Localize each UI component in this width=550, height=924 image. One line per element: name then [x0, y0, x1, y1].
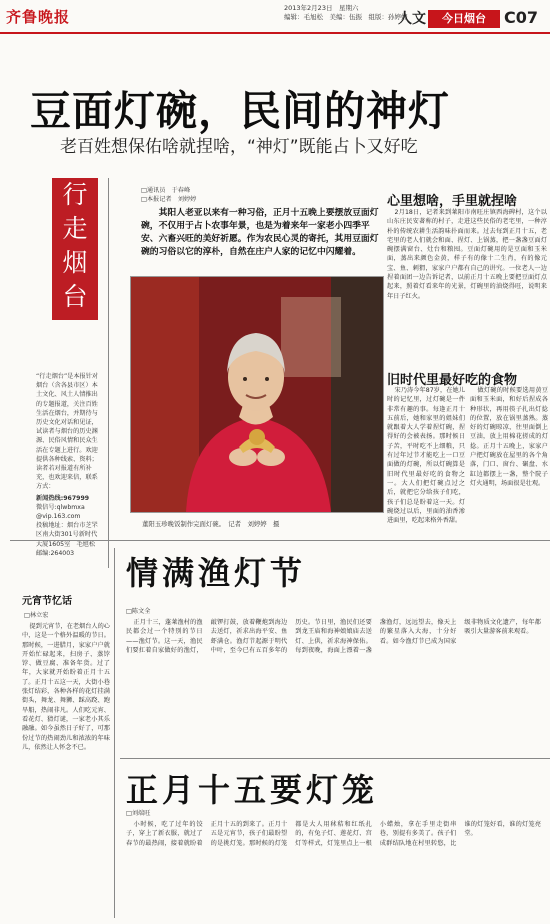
- intro-text: “行走烟台”是本报针对烟台（含各县市区）本土文化、风土人情推出的专题报道，关注百姓生活在烟台，并期待与历史文化对话和见证，试读者与烟台的历史渊源、民俗风情和民众生活在专题上进行。欢迎提供各种线索、资料；读者若对报道有所补充，也欢迎来信，联系方式：: [36, 373, 99, 491]
- photo-illustration: [131, 277, 383, 512]
- section-tag: 今日烟台: [428, 10, 500, 28]
- fishing-paragraph: 正月十三，蓬莱渔村的渔民都会过一个特别的节日——渔灯节。这一天，渔民们要扛着自家做好的渔灯，敲锣打鼓，放着鞭炮到海边去送灯，祈求出海平安、鱼虾满仓。渔灯节起源于明代中叶，至今已有五百多年的历史。节日里，渔民们还要到龙王庙和海神娘娘庙去送灯、上供，祈求海神保佑。每到夜晚，海面上漂着一盏盏渔灯，远远望去，像天上的繁星落入大海，十分好看。如今渔灯节已成为国家级非物质文化遗产，每年都吸引大量游客前来观看。: [126, 619, 541, 654]
- fishing-divider: [120, 758, 550, 759]
- masthead-rule: [0, 32, 550, 34]
- section-text-mind: [387, 208, 547, 358]
- column-title-char: 烟: [62, 248, 88, 277]
- masthead-logo: 齐鲁晚报: [6, 8, 71, 26]
- fishing-author: □陈文全: [126, 608, 151, 615]
- lanterns-author: □刘端旺: [126, 810, 151, 817]
- section-title-mind: 心里想啥，手里就捏啥: [387, 194, 518, 209]
- section-text-making: [470, 386, 548, 536]
- byline-correspondent: □通讯员 于春峰: [141, 187, 191, 194]
- left-column-author: □林立宏: [24, 612, 49, 619]
- page-number: C07: [504, 8, 539, 27]
- section-paragraph: 做灯碗的时候要选用黄豆面和玉米面，和好后捏成各种形状，再用筷子扎出灯捻的位置，放在锅里蒸熟。蒸好的灯碗晾凉，往里面倒上豆油，放上用棉花搓成的灯捻。正月十五晚上，家家户户把灯碗放在屋里的各个角落，门口、窗台、碾盘、水缸边都摆上一盏，整个院子灯火通明，场面很是壮观。: [470, 387, 548, 487]
- intro-weixin: 微信号:qlwbmxa: [36, 503, 85, 511]
- photo-caption: 董阳玉珍晚饭制作完面灯碗。 记者 刘婷婷 摄: [142, 520, 280, 528]
- fishing-headline: 情满渔灯节: [126, 554, 307, 592]
- left-column-divider: [114, 548, 115, 918]
- article-lede: 其阳人老亚以来有一种习俗，正月十五晚上要摆放豆面灯碗，不仅用于占卜农事年景，也是为着来年一家老小四季平安、六畜兴旺的美好祈愿。作为农民心灵的寄托，其用豆面灯碗的习俗以它的淳朴，自然在庄户人家的记忆中闪耀着。: [141, 208, 379, 257]
- masthead-date: 2013年2月23日 星期六: [284, 4, 359, 12]
- left-column-text: [22, 622, 110, 918]
- section-text-food: [387, 386, 465, 536]
- byline: [141, 186, 196, 204]
- section-name: 人文: [398, 11, 426, 27]
- section-paragraph: 2月18日，记者来到莱阳市南旺庄镇西海碑村，这个以山东庄民安著称的村子，走进这些民俗的老宅里，一种淳朴的传统农耕生活韵味扑面而来。过去每到正月十五，老宅里的老人们就会和面、捏灯、上锅蒸，把一盏盏豆面灯碗摆满窗台、灶台和粮囤。豆面灯碗用的是豆面和玉米面，蒸出来颜色金黄，样子有的像十二生肖，有的像元宝、鱼、刺猬，家家户户都有自己的讲究。一位老人一边捏着面团一边告诉记者，以前正月十五晚上要把豆面灯点起来，照着灯看来年的光景，灯碗里的油烧得旺，说明来年日子红火。: [387, 209, 547, 300]
- section-title-food: 旧时代里最好吃的食物: [387, 373, 518, 388]
- intro-postcode: 邮编:264003: [36, 549, 75, 557]
- intro-email: @vip.163.com: [36, 513, 81, 521]
- intro-address: 投稿地址：烟台市芝罘区南大街301号新时代大厦1605室 毛旭松: [36, 522, 98, 548]
- intro-hotline: 新闻热线:967999: [36, 494, 90, 502]
- column-title-char: 台: [62, 282, 88, 311]
- section-divider: [10, 540, 550, 541]
- column-title-box: [52, 178, 98, 320]
- column-intro: [36, 372, 100, 558]
- column-divider: [108, 178, 109, 568]
- main-subheadline: 老百姓想保佑啥就捏啥，“神灯”既能占卜又好吃: [60, 137, 418, 157]
- left-column-paragraph: 提到元宵节，在老烟台人的心中，这是一个格外温暖的节日。那时候，一进腊月，家家户户就开始忙碌起来，扫房子、蒸饽饽、做豆腐、准备年货。过了年，大家就开始盼着正月十五了。正月十五这一天，大街小巷张灯结彩，各种各样的花灯挂满街头，舞龙、舞狮、踩高跷、跑旱船，热闹非凡。人们吃元宵、看花灯、猜灯谜，一家老小其乐融融。如今虽然日子好了，可那份过节的热闹劲儿和浓浓的年味儿，依然让人怀念不已。: [22, 623, 110, 751]
- lanterns-paragraph: 小时候，吃了过年的饺子，穿上了新衣服，就过了春节的最热闹，接着就盼着正月十五的到来了。正月十五是元宵节，孩子们最盼望的是挑灯笼。那时候的灯笼都是大人用秫秸和红纸扎的，有兔子灯、莲花灯、宫灯等样式，灯笼里点上一根小蜡烛，拿在手里走街串巷，别提有多美了。孩子们成群结队地在村里转悠，比谁的灯笼好看，谁的灯笼亮堂。: [126, 821, 541, 847]
- fishing-text: [126, 618, 541, 756]
- section-paragraph: 宋乃涛今年87岁，在她儿时的记忆里，过灯碗是一件非常有趣的事。每逢正月十五前后，她和家里的姐妹们就跟着大人学着捏灯碗，捏得好的会被表扬。那时候日子苦，平时吃不上细粮，只有过年过节才能吃上一口豆面做的灯碗，所以灯碗算是旧时代里最好吃的食物之一。大人们把灯碗点过之后，就把它分给孩子们吃，孩子们总是盼着这一天。灯碗烧过以后，里面的油香渗进面里，吃起来格外香甜。: [387, 387, 465, 525]
- masthead-editors: 编辑：毛旭松 美编：伍振 组版：孙婷婷: [284, 13, 408, 21]
- lanterns-text: [126, 820, 541, 918]
- lanterns-headline: 正月十五要灯笼: [126, 771, 379, 809]
- left-column-title: 元宵节忆话: [22, 596, 72, 607]
- main-headline: 豆面灯碗，民间的神灯: [30, 87, 450, 135]
- article-photo: [130, 276, 384, 513]
- column-title-char: 行: [62, 180, 88, 209]
- byline-reporter: □本报记者 刘婷婷: [141, 196, 197, 203]
- column-title-char: 走: [62, 214, 88, 243]
